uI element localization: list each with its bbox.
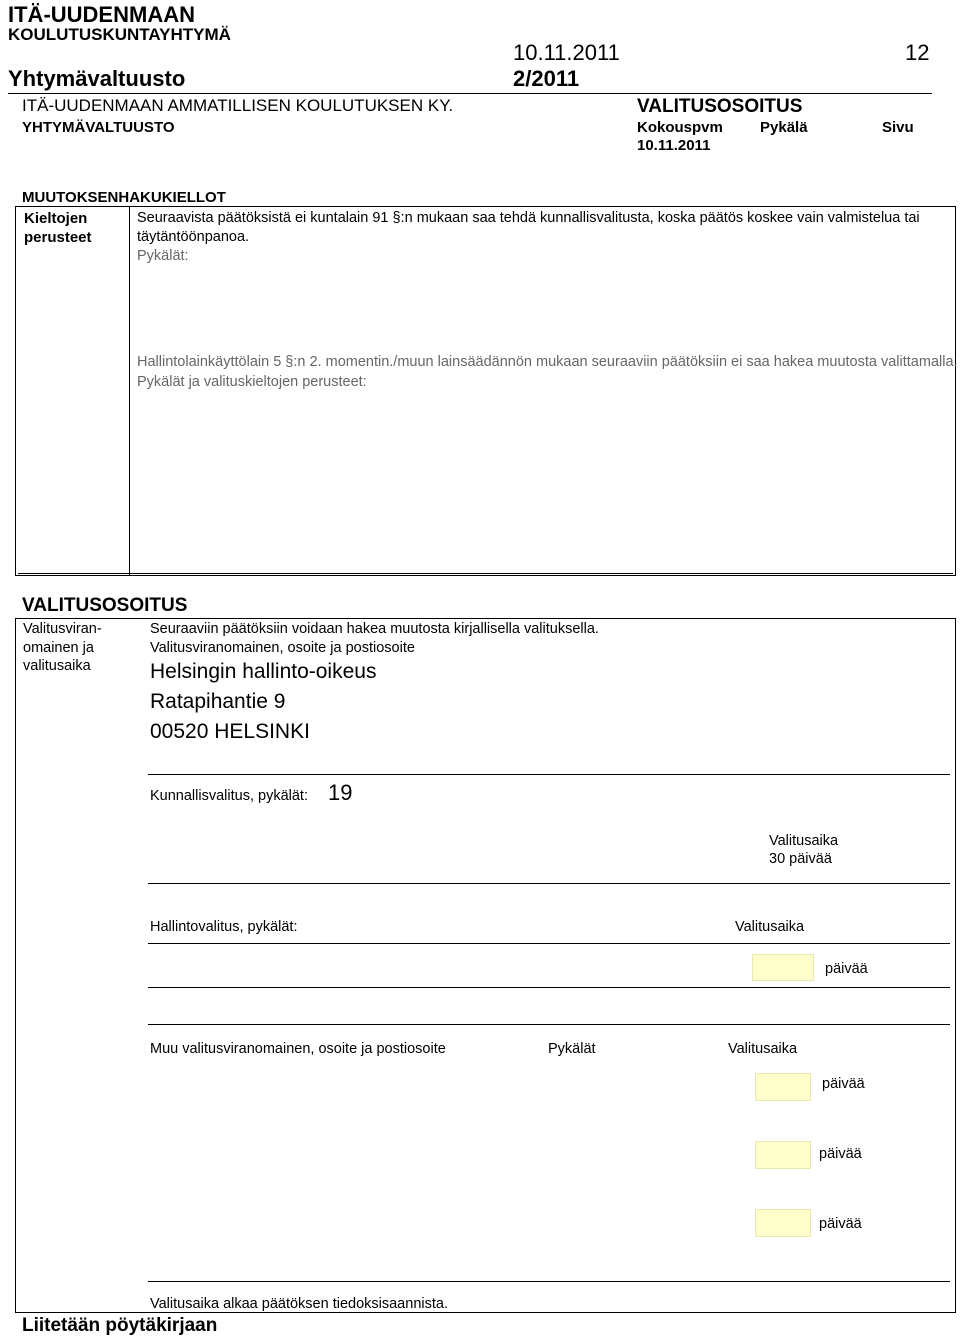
- footer-note: Valitusaika alkaa päätöksen tiedoksisaannista.: [150, 1296, 448, 1312]
- authority-street: Ratapihantie 9: [150, 690, 286, 713]
- appeal-heading: VALITUSOSOITUS: [22, 595, 188, 616]
- appeal-side-label: Valitusviran-: [23, 621, 102, 637]
- admin-paivaa: päivää: [825, 961, 868, 977]
- pykalat-label: Pykälät:: [137, 248, 189, 264]
- appeal-intro: Seuraaviin päätöksiin voidaan hakea muutosta kirjallisella valituksella.: [150, 621, 599, 637]
- other-days-field-1[interactable]: [755, 1073, 811, 1101]
- restrictions-inner-rule: [18, 573, 953, 574]
- body-name: Yhtymävaltuusto: [8, 66, 186, 91]
- valitusaika-value: 30 päivää: [769, 851, 832, 867]
- admin-valitusaika-label: Valitusaika: [735, 919, 805, 935]
- restrictions-text1-cont: täytäntöönpanoa.: [137, 229, 250, 245]
- restrictions-side-label: Kieltojen: [24, 210, 88, 227]
- header-date: 10.11.2011: [513, 40, 620, 65]
- other-paivaa-2: päivää: [819, 1146, 862, 1162]
- admin-label: Hallintovalitus, pykälät:: [150, 919, 298, 935]
- org-name-line2: KOULUTUSKUNTAYHTYMÄ: [8, 25, 231, 44]
- valitusaika-label: Valitusaika: [769, 833, 839, 849]
- restrictions-text2: Hallintolainkäyttölain 5 §:n 2. momentin./muun lainsäädännön mukaan seuraaviin päätöksiin ei saa hakea muutosta valittamalla.: [137, 354, 958, 370]
- rule-municipal: [148, 774, 950, 775]
- rule-admin-3: [148, 987, 950, 988]
- sub-body: YHTYMÄVALTUUSTO: [22, 119, 175, 136]
- municipal-pykalat: 19: [328, 780, 353, 805]
- rule-admin-2: [148, 943, 950, 944]
- other-days-field-2[interactable]: [755, 1141, 811, 1169]
- other-paivaa-1: päivää: [822, 1076, 865, 1092]
- doc-title: VALITUSOSOITUS: [637, 96, 803, 117]
- other-paivaa-3: päivää: [819, 1216, 862, 1232]
- rule-admin: [148, 883, 950, 884]
- authority-label: Valitusviranomainen, osoite ja postiosoite: [150, 640, 415, 656]
- sub-org: ITÄ-UUDENMAAN AMMATILLISEN KOULUTUKSEN KY.: [22, 96, 454, 115]
- header-rule: [8, 93, 932, 94]
- authority-city: 00520 HELSINKI: [150, 720, 310, 743]
- rule-footer-note: [148, 1281, 950, 1282]
- restrictions-side-label-2: perusteet: [24, 229, 92, 246]
- meeting-number: 2/2011: [513, 66, 580, 91]
- appeal-side-label-3: valitusaika: [23, 658, 91, 674]
- appeal-side-label-2: omainen ja: [23, 640, 94, 656]
- col-pykala: Pykälä: [760, 119, 808, 136]
- admin-days-field[interactable]: [752, 954, 814, 981]
- pykalat-perusteet-label: Pykälät ja valituskieltojen perusteet:: [137, 374, 367, 390]
- restrictions-heading: MUUTOKSENHAKUKIELLOT: [22, 189, 226, 206]
- page-number: 12: [905, 40, 930, 65]
- other-valitusaika-label: Valitusaika: [728, 1041, 798, 1057]
- rule-other: [148, 1024, 950, 1025]
- municipal-label: Kunnallisvalitus, pykälät:: [150, 788, 308, 804]
- authority-name: Helsingin hallinto-oikeus: [150, 660, 377, 683]
- other-label: Muu valitusviranomainen, osoite ja postiosoite: [150, 1041, 446, 1057]
- col-kokouspvm: Kokouspvm: [637, 119, 723, 136]
- kokouspvm-value: 10.11.2011: [637, 137, 711, 154]
- other-days-field-3[interactable]: [755, 1209, 811, 1237]
- other-pykalat-label: Pykälät: [548, 1041, 596, 1057]
- attachment-note: Liitetään pöytäkirjaan: [22, 1315, 218, 1336]
- restrictions-text1: Seuraavista päätöksistä ei kuntalain 91 §:n mukaan saa tehdä kunnallisvalitusta, koska päätös koskee vain valmistelua tai: [137, 210, 920, 226]
- restrictions-divider: [129, 206, 130, 576]
- org-name: ITÄ-UUDENMAAN: [8, 2, 195, 27]
- col-sivu: Sivu: [882, 119, 914, 136]
